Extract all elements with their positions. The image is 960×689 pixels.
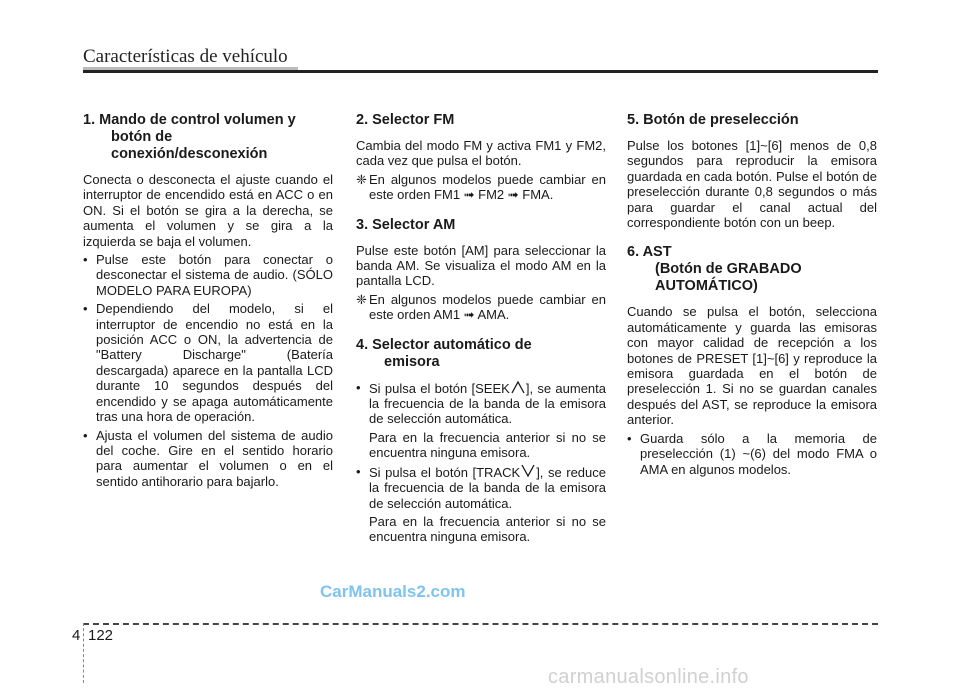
list-item-text: Pulse este botón para conectar o desconectar el sistema de audio. (SÓLO MODELO PARA EUROPA)	[96, 252, 333, 298]
bullet-icon: •	[356, 379, 361, 395]
heading-line: conexión/desconexión	[111, 146, 268, 162]
note	[356, 292, 606, 323]
sub-paragraph: Para en la frecuencia anterior si no se encuentra ninguna emisora.	[369, 513, 606, 545]
bullet-list	[83, 252, 333, 489]
page-header-title: Características de vehículo	[83, 46, 288, 67]
heading-line: 1. Mando de control volumen y	[83, 112, 296, 128]
list-item-text: Ajusta el volumen del sistema de audio del coche. Gire en el sentido horario para aumentar el volumen o en el sentido antihorario para bajarlo.	[96, 427, 333, 489]
note-text: En algunos modelos puede cambiar en este orden FM1 ➟ FM2 ➟ FMA.	[369, 171, 606, 203]
column-2	[356, 112, 606, 548]
footer-divider	[83, 623, 84, 683]
caret-up-icon	[510, 380, 526, 394]
section-heading-volume	[83, 112, 333, 163]
bullet-icon: •	[83, 301, 88, 317]
list-item	[627, 431, 877, 477]
sub-paragraph: Para en la frecuencia anterior si no se encuentra ninguna emisora.	[369, 429, 606, 461]
paragraph: Pulse este botón [AM] para seleccionar la banda AM. Se visualiza el modo AM en la pantalla LCD.	[356, 242, 606, 289]
paragraph: Cuando se pulsa el botón, selecciona automáticamente y guarda las emisoras con mayor calidad de recepción a los botones de PRESET [1]~[6] y reproduce la emisora guardada en el botón de preselección 1. Si no se guardan canales después del AST, se reproduce la emisora anterior.	[627, 304, 877, 428]
column-1	[83, 112, 333, 492]
list-item	[356, 380, 606, 427]
note-mark-icon: ❈	[356, 171, 367, 187]
bullet-icon: •	[83, 252, 88, 268]
header-rule	[83, 70, 878, 73]
bullet-list	[627, 431, 877, 477]
bullet-list	[356, 464, 606, 511]
page-number: 122	[88, 627, 114, 644]
heading-line: botón de	[111, 129, 173, 145]
site-watermark: CarManuals2.com	[320, 582, 466, 601]
paragraph: Cambia del modo FM y activa FM1 y FM2, cada vez que pulsa el botón.	[356, 138, 606, 169]
list-item-text: ], se aumenta la frecuencia de la banda de la emisora de selección automática.	[369, 380, 606, 427]
list-item	[356, 464, 606, 511]
bullet-icon: •	[83, 427, 88, 443]
note-text: En algunos modelos puede cambiar en este orden AM1 ➟ AMA.	[369, 291, 606, 323]
heading-line: (Botón de GRABADO	[655, 261, 802, 278]
bullet-icon: •	[356, 463, 361, 479]
paragraph: Pulse los botones [1]~[6] menos de 0,8 segundos para reproducir la emisora guardada en cada botón. Pulse el botón de preselección durante 0,8 segundos o más para guardar el canal actual del correspondiente botón con un beep.	[627, 138, 877, 231]
list-item-text: Guarda sólo a la memoria de preselección (1) ~(6) del modo FMA o AMA en algunos modelos.	[640, 430, 877, 477]
note-mark-icon: ❈	[356, 291, 367, 307]
list-item-text: Dependiendo del modelo, si el interruptor de encendio no está en la posición ACC o ON, la advertencia de "Battery Discharge" (Batería descargada) aparece en la pantalla LCD durante 10 segundos después del encendido y se apaga automáticamente tras una hora de operación.	[96, 301, 333, 425]
list-item	[83, 301, 333, 424]
heading-line: 6. AST	[627, 244, 672, 261]
section-heading-fm: 2. Selector FM	[356, 112, 455, 128]
source-watermark: carmanualsonline.info	[548, 666, 749, 688]
list-item-text: Si pulsa el botón [SEEK	[369, 380, 510, 396]
section-heading-am: 3. Selector AM	[356, 216, 456, 233]
column-3	[627, 112, 877, 480]
section-heading-preset: 5. Botón de preselección	[627, 112, 799, 128]
heading-line: 4. Selector automático de	[356, 336, 532, 353]
section-heading-ast	[627, 244, 877, 295]
list-item-text: Si pulsa el botón [TRACK	[369, 464, 521, 480]
list-item	[83, 252, 333, 298]
chapter-number: 4	[72, 627, 81, 644]
bullet-icon: •	[627, 430, 632, 446]
heading-line: AUTOMÁTICO)	[655, 278, 758, 295]
footer-rule	[83, 623, 878, 625]
heading-line: emisora	[384, 353, 440, 370]
paragraph: Conecta o desconecta el ajuste cuando el interruptor de encendido está en ACC o en ON. Si el botón se gira a la derecha, se aumenta el volumen y se gira a la izquierda se baja el volumen.	[83, 172, 333, 249]
note	[356, 172, 606, 203]
list-item-text: ], se reduce la frecuencia de la banda de la emisora de selección automática.	[369, 464, 606, 511]
caret-down-icon	[520, 464, 536, 478]
bullet-list	[356, 380, 606, 427]
section-heading-auto-station	[356, 337, 606, 371]
list-item	[83, 428, 333, 490]
